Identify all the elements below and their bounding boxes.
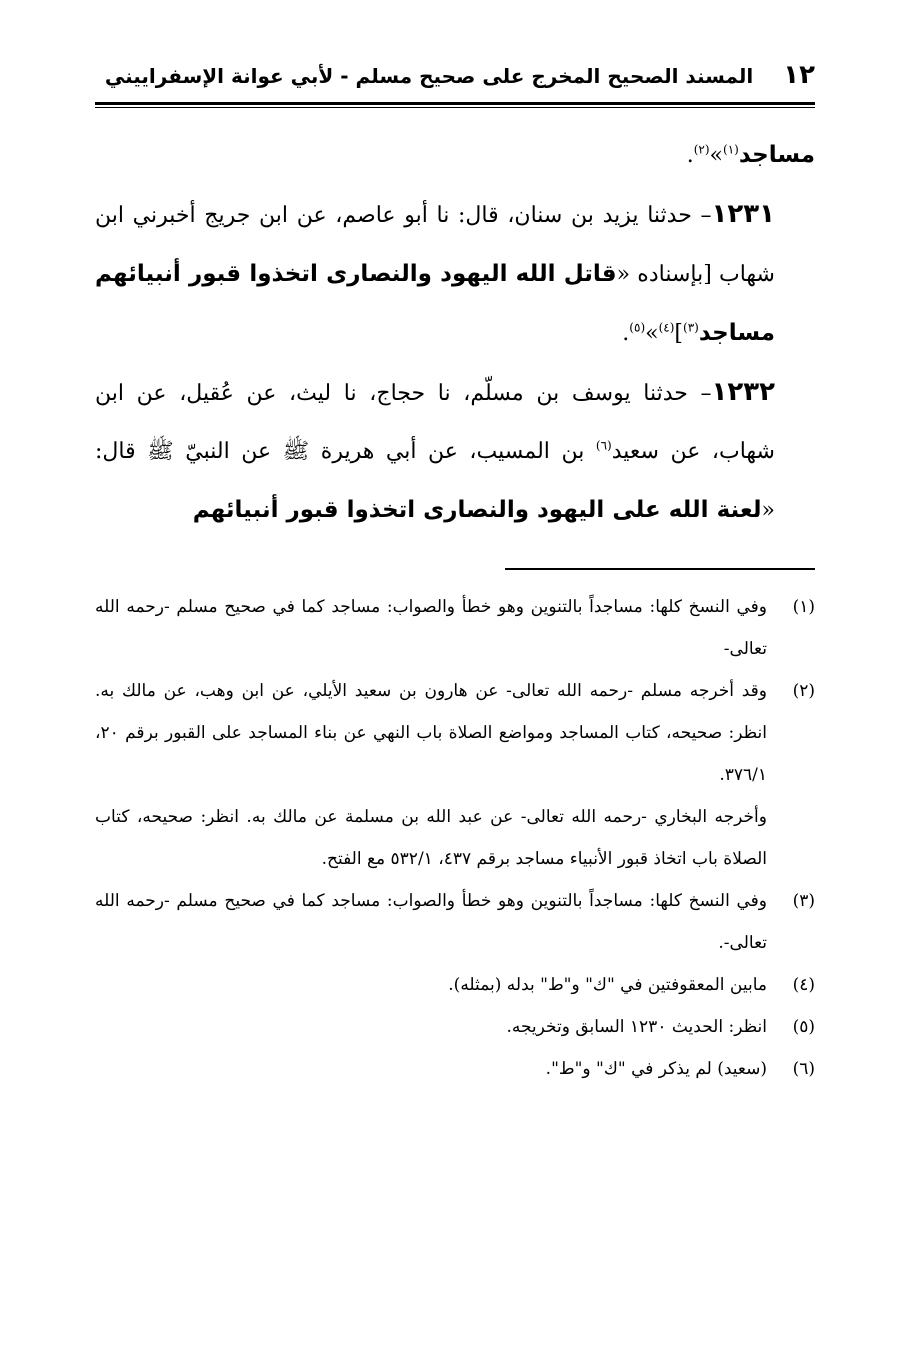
header-rule	[95, 102, 815, 108]
footnote-number: (٣)	[792, 891, 815, 911]
main-text	[95, 126, 815, 540]
footnote-text: وقد أخرجه مسلم -رحمه الله تعالى- عن هارون بن سعيد الأيلي، عن ابن وهب، عن مالك به. انظر: صحيحه، كتاب المساجد ومواضع الصلاة باب النهي عن بناء المساجد على القبور برقم ٢٠، ٣٧٦/١.	[95, 681, 767, 785]
footnote-2	[95, 670, 815, 796]
word-masajid: مساجد	[738, 142, 815, 168]
footnote-text: مابين المعقوفتين في "ك" و"ط" بدله (بمثله).	[448, 975, 767, 995]
hadith-number: ١٢٣٢	[711, 377, 775, 407]
quote-close: »	[645, 321, 659, 346]
footnote-1	[95, 586, 815, 670]
quote-close: »	[709, 143, 724, 168]
period: .	[686, 143, 694, 168]
hadith-1231	[95, 185, 815, 363]
bracket-close: ]	[674, 321, 684, 346]
footnote-ref-2[interactable]: (٢)	[693, 142, 710, 157]
period: .	[622, 321, 630, 346]
hadith-isnad: – حدثنا يوسف بن مسلّم، نا حجاج، نا ليث، عن عُقيل، عن ابن شهاب، عن سعيد	[95, 381, 775, 464]
footnote-2-continuation: وأخرجه البخاري -رحمه الله تعالى- عن عبد الله بن مسلمة عن مالك به. انظر: صحيحه، كتاب الصلاة باب اتخاذ قبور الأنبياء مساجد برقم ٤٣٧، ٥٣٢/١ مع الفتح.	[95, 807, 767, 869]
footnote-6	[95, 1048, 815, 1090]
footnote-ref-3[interactable]: (٣)	[683, 320, 699, 335]
hadith-isnad-cont: بن المسيب، عن أبي هريرة ﷺ عن النبيّ ﷺ قال: «	[95, 439, 775, 523]
footnote-number: (٢)	[792, 681, 815, 701]
footnote-3	[95, 880, 815, 964]
footnote-text: انظر: الحديث ١٢٣٠ السابق وتخريجه.	[506, 1017, 767, 1037]
hadith-number: ١٢٣١	[711, 199, 775, 229]
page-number: ١٢	[783, 60, 815, 90]
hadith-1232	[95, 363, 815, 540]
footnote-ref-1[interactable]: (١)	[723, 142, 739, 157]
footnote-number: (١)	[792, 597, 815, 617]
footnote-4	[95, 964, 815, 1006]
footnote-ref-4[interactable]: (٤)	[658, 320, 675, 335]
page-header	[95, 60, 815, 100]
footnote-number: (٤)	[792, 975, 815, 995]
page	[95, 60, 815, 1090]
running-title: المسند الصحيح المخرج على صحيح مسلم - لأبي عوانة الإسفراييني	[104, 64, 754, 88]
footnotes	[95, 586, 815, 1090]
footnote-number: (٦)	[792, 1059, 815, 1079]
footnote-ref-5[interactable]: (٥)	[629, 320, 646, 335]
footnote-ref-6[interactable]: (٦)	[595, 438, 612, 453]
footnote-text: وفي النسخ كلها: مساجداً بالتنوين وهو خطأ والصواب: مساجد كما في صحيح مسلم -رحمه الله تعالى-.	[95, 891, 767, 953]
footnote-text: وفي النسخ كلها: مساجداً بالتنوين وهو خطأ والصواب: مساجد كما في صحيح مسلم -رحمه الله تعالى-	[95, 597, 767, 659]
footnote-text: (سعيد) لم يذكر في "ك" و"ط".	[545, 1059, 767, 1079]
footnote-separator	[505, 568, 815, 570]
continuation-line	[95, 126, 815, 185]
footnote-5	[95, 1006, 815, 1048]
hadith-isnad: – حدثنا يزيد بن سنان، قال: نا أبو عاصم، عن ابن جريج أخبرني ابن شهاب [بإسناده «	[95, 203, 775, 287]
hadith-matn: قاتل الله اليهود والنصارى اتخذوا قبور أنبيائهم مساجد	[95, 261, 775, 346]
hadith-matn: لعنة الله على اليهود والنصارى اتخذوا قبور أنبيائهم	[192, 497, 762, 523]
footnote-number: (٥)	[792, 1017, 815, 1037]
